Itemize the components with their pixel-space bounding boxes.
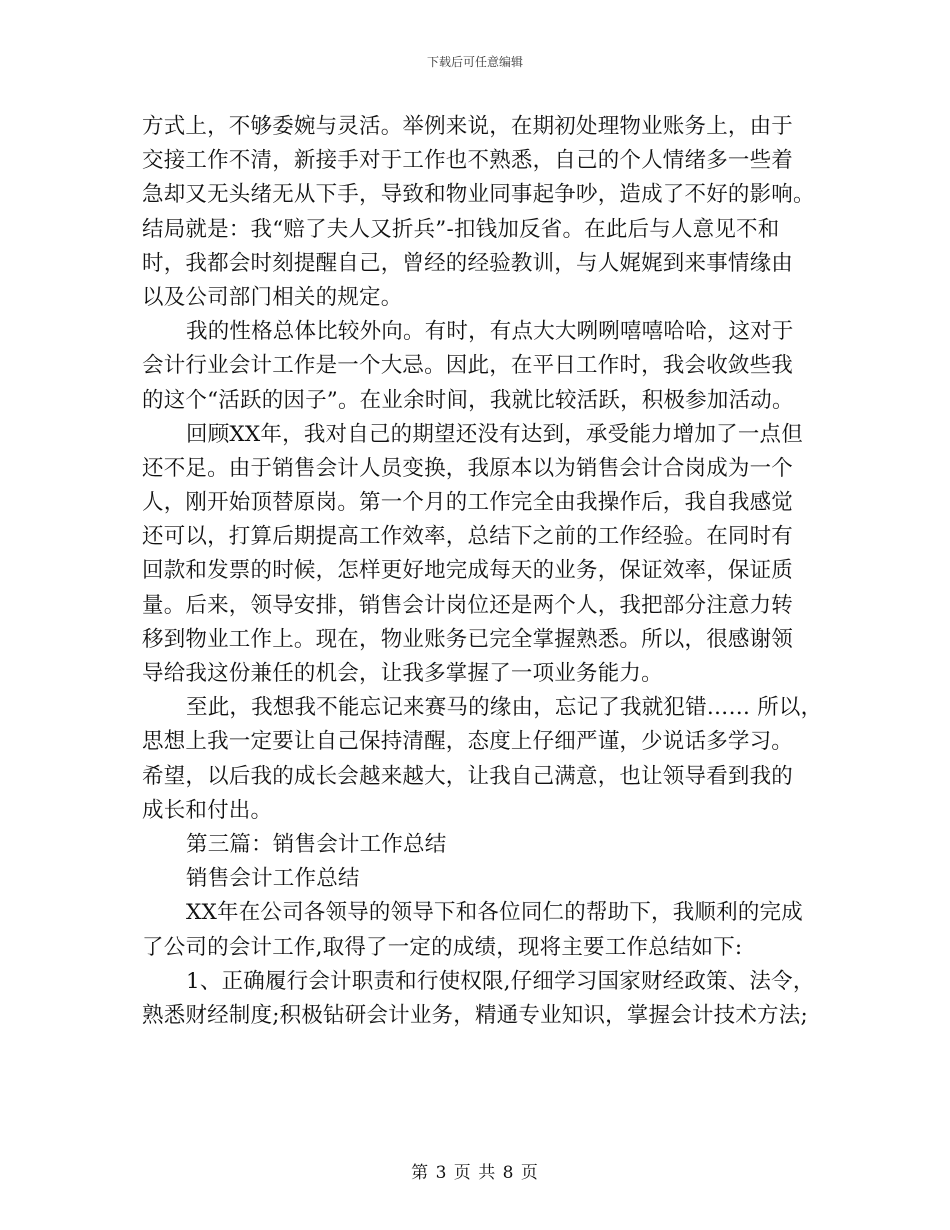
text-line: 移到物业工作上。现在，物业账务已完全掌握熟悉。所以，很感谢领	[142, 626, 794, 652]
text-line: 急却又无头绪无从下手，导致和物业同事起争吵，造成了不好的影响。	[142, 182, 815, 208]
text-line: 还可以，打算后期提高工作效率，总结下之前的工作经验。在同时有	[142, 524, 794, 550]
text-line: 回顾XX年，我对自己的期望还没有达到，承受能力增加了一点但	[186, 421, 803, 447]
text-line: 量。后来，领导安排，销售会计岗位还是两个人，我把部分注意力转	[142, 592, 794, 618]
document-body	[142, 110, 832, 1033]
text-line: 思想上我一定要让自己保持清醒，态度上仔细严谨，少说话多学习。	[142, 729, 794, 755]
text-line: 销售会计工作总结	[186, 866, 360, 892]
page-header: 下载后可任意编辑	[426, 55, 523, 69]
text-line: 会计行业会计工作是一个大忌。因此，在平日工作时，我会收敛些我	[142, 353, 794, 379]
text-line: 至此，我想我不能忘记来赛马的缘由，忘记了我就犯错…… 所以，	[186, 695, 823, 721]
text-line: 回款和发票的时候，怎样更好地完成每天的业务，保证效率，保证质	[142, 558, 794, 584]
text-line: 熟悉财经制度;积极钻研会计业务，精通专业知识，掌握会计技术方法;	[142, 1002, 808, 1028]
text-line: 成长和付出。	[142, 797, 273, 823]
text-line: 以及公司部门相关的规定。	[142, 284, 403, 310]
text-line: 时，我都会时刻提醒自己，曾经的经验教训，与人娓娓到来事情缘由	[142, 250, 794, 276]
text-line: XX年在公司各领导的领导下和各位同仁的帮助下，我顺利的完成	[186, 900, 803, 926]
text-line: 了公司的会计工作,取得了一定的成绩，现将主要工作总结如下:	[142, 934, 743, 960]
text-line: 我的性格总体比较外向。有时，有点大大咧咧嘻嘻哈哈，这对于	[186, 319, 794, 345]
text-line: 第三篇：销售会计工作总结	[186, 831, 447, 857]
text-line: 结局就是：我“赔了夫人又折兵”-扣钱加反省。在此后与人意见不和	[142, 216, 780, 242]
text-line: 方式上，不够委婉与灵活。举例来说，在期初处理物业账务上，由于	[142, 114, 794, 139]
page-footer: 第 3 页 共 8 页	[411, 1163, 539, 1183]
text-line: 导给我这份兼任的机会，让我多掌握了一项业务能力。	[142, 661, 663, 686]
text-line: 人，刚开始顶替原岗。第一个月的工作完全由我操作后，我自我感觉	[142, 490, 794, 516]
text-line: 交接工作不清，新接手对于工作也不熟悉，自己的个人情绪多一些着	[142, 148, 794, 174]
text-line: 的这个“活跃的因子”。在业余时间，我就比较活跃，积极参加活动。	[142, 387, 794, 413]
text-line: 1、正确履行会计职责和行使权限,仔细学习国家财经政策、法令，	[186, 968, 815, 994]
text-line: 希望，以后我的成长会越来越大，让我自己满意，也让领导看到我的	[142, 763, 794, 789]
text-line: 还不足。由于销售会计人员变换，我原本以为销售会计合岗成为一个	[142, 455, 794, 481]
